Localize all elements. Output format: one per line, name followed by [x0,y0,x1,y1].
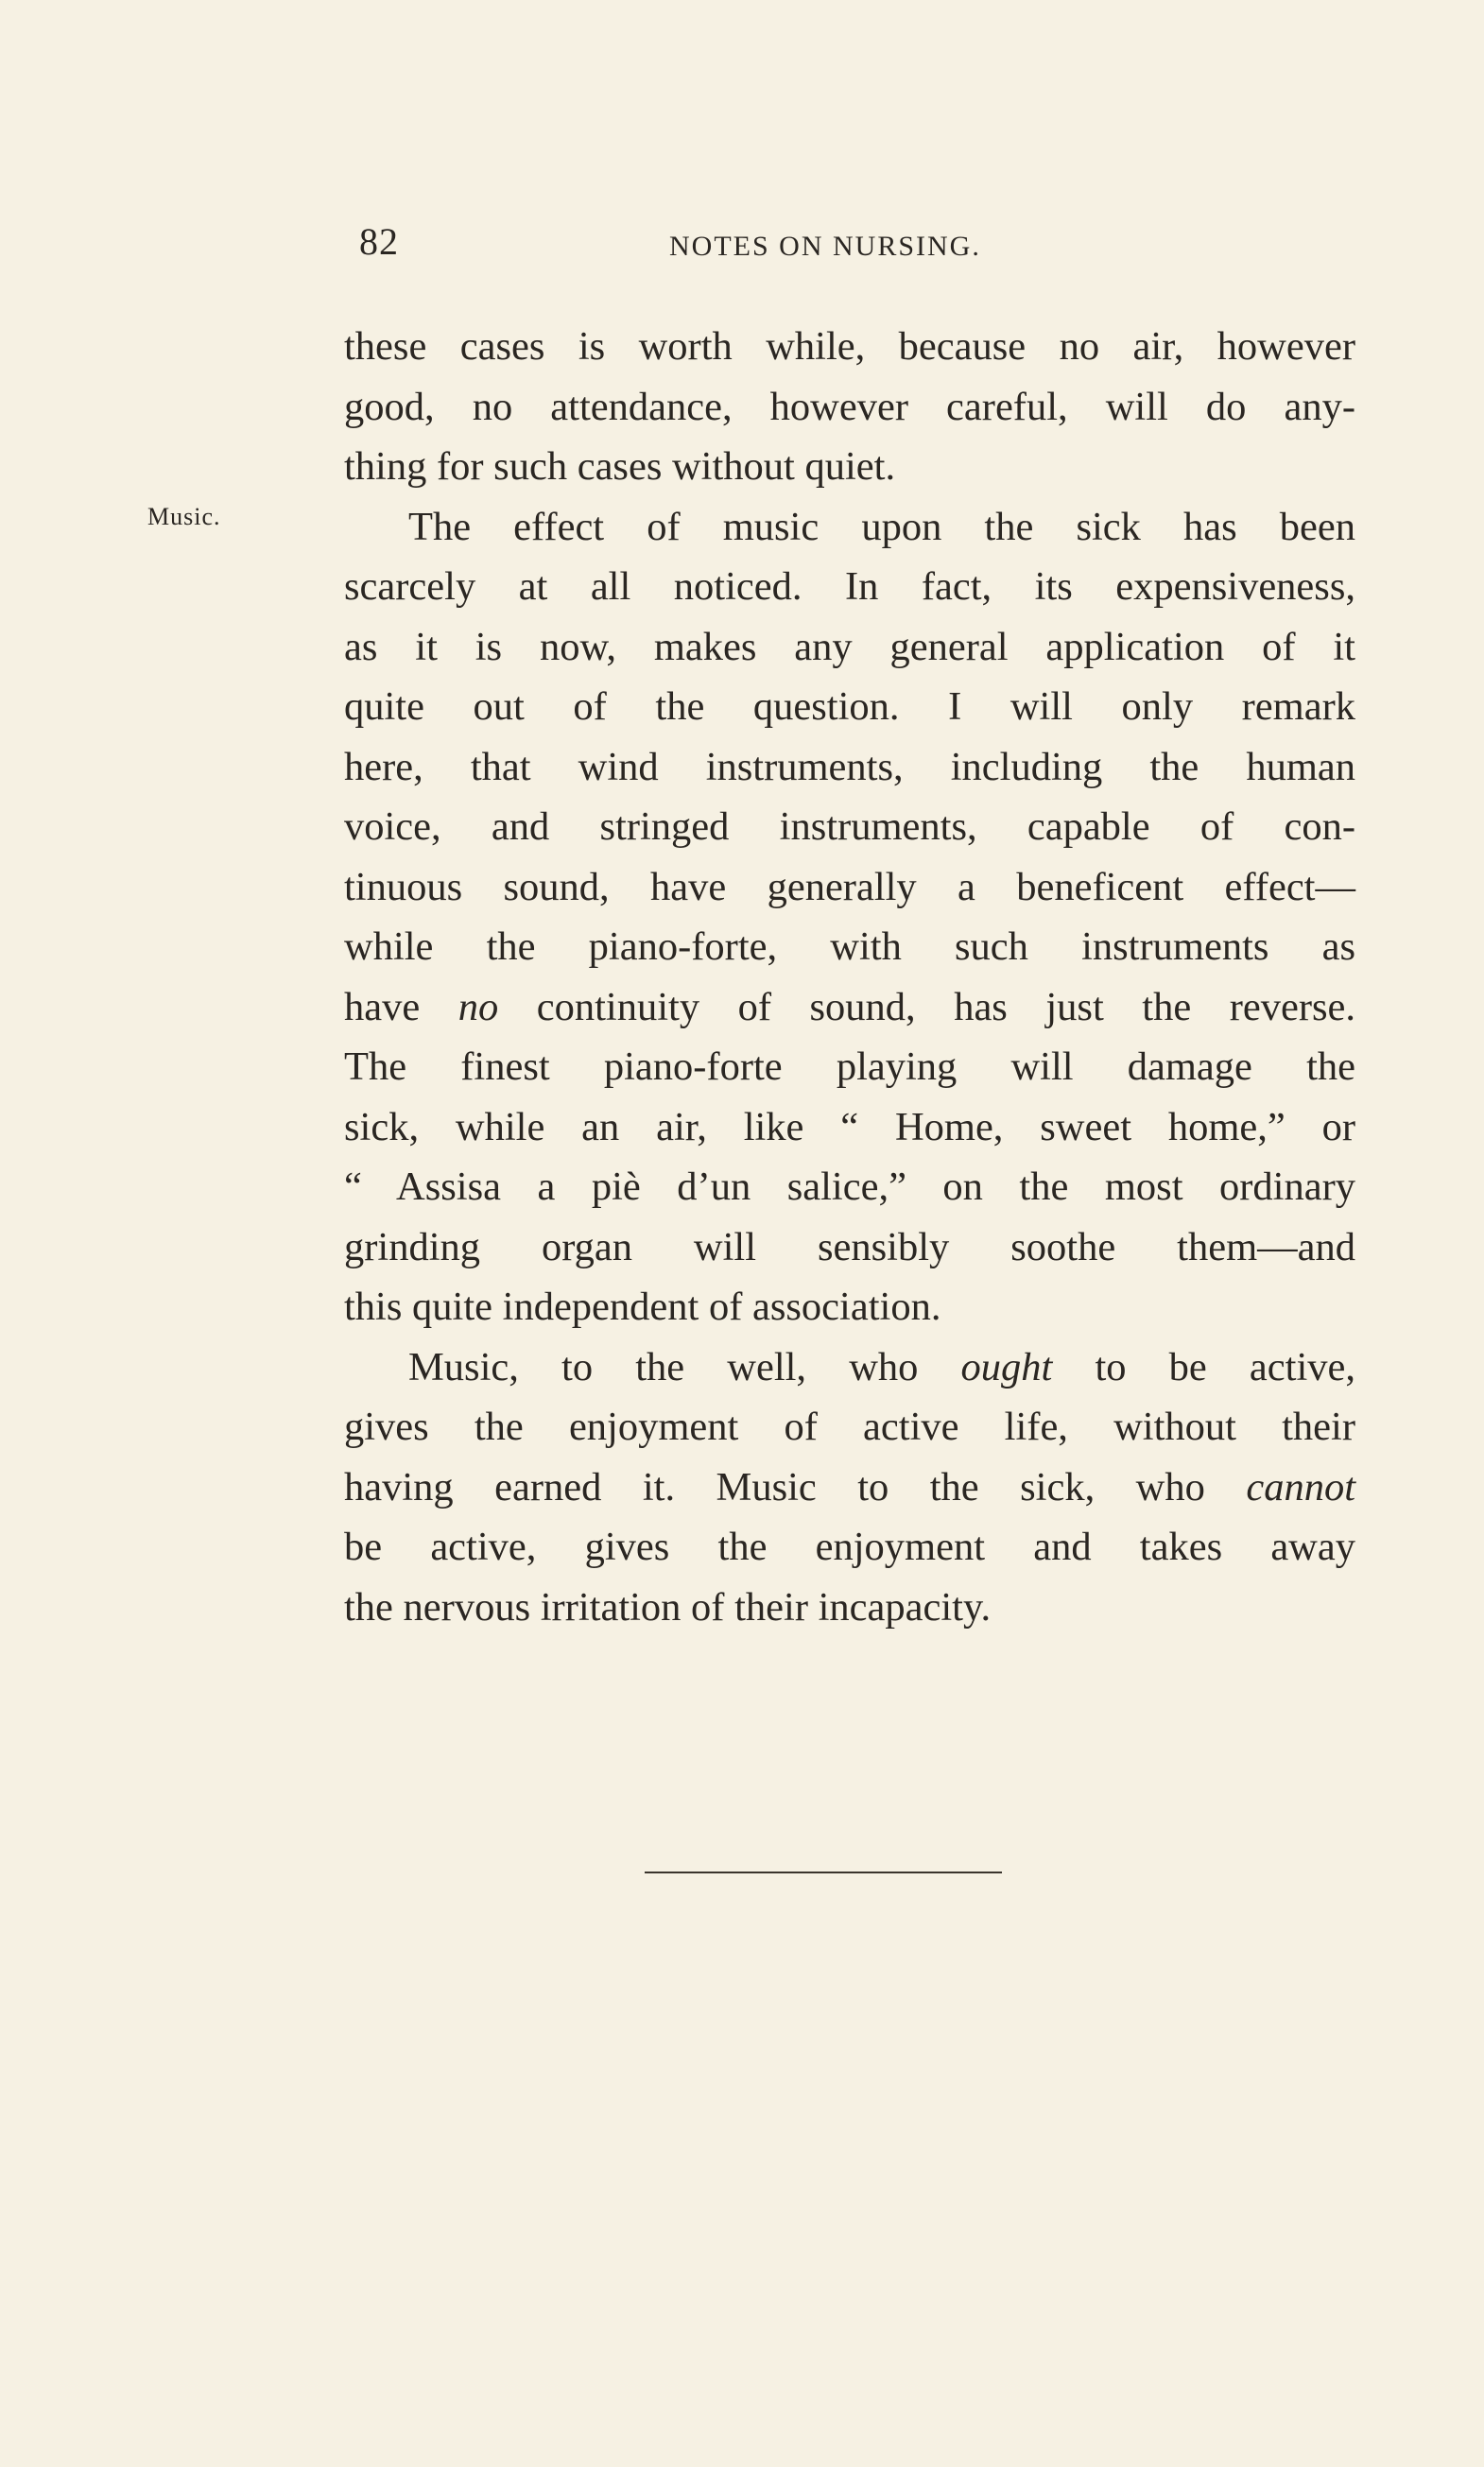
text-line: the nervous irritation of their incapacity. [344,1584,992,1630]
text-line: be active, gives the enjoyment and takes away [344,1525,1355,1569]
text-line: as it is now, makes any general application of it [344,624,1355,669]
text-line: good, no attendance, however careful, will do any- [344,384,1355,429]
text-line: here, that wind instruments, including the human [344,744,1355,789]
text-run: have [344,984,458,1029]
text-line: quite out of the question. I will only remark [344,684,1355,729]
text-line [344,1337,1355,1398]
text-run: to be active, [1052,1344,1356,1389]
body-text [344,317,1355,1637]
text-line: “ Assisa a piè d’un salice,” on the most ordinary [344,1164,1355,1209]
emphasis: cannot [1246,1464,1355,1510]
text-line [344,977,1355,1038]
text-line: these cases is worth while, because no air, however [344,324,1355,369]
running-head: NOTES ON NURSING. [669,231,981,262]
margin-note: Music. [147,503,221,530]
page-number: 82 [359,220,399,263]
text-line: gives the enjoyment of active life, without their [344,1405,1355,1449]
text-line: grinding organ will sensibly soothe them—and [344,1224,1355,1269]
text-run: Music, to the well, who [408,1344,961,1389]
text-line: voice, and stringed instruments, capable of con- [344,804,1355,849]
text-line: while the piano-forte, with such instruments as [344,924,1355,969]
text-line: this quite independent of association. [344,1285,941,1329]
text-line [344,1458,1355,1518]
text-line: The finest piano-forte playing will damage the [344,1044,1355,1089]
text-run: continuity of sound, has just the reverse. [498,984,1356,1029]
text-line: sick, while an air, like “ Home, sweet home,” or [344,1104,1355,1149]
text-line: thing for such cases without quiet. [344,444,896,489]
emphasis: ought [960,1344,1053,1389]
text-run: having earned it. Music to the sick, who [344,1464,1247,1510]
emphasis: no [457,984,499,1029]
section-divider [645,1872,1002,1873]
text-line: scarcely at all noticed. In fact, its expensiveness, [344,564,1355,609]
text-line: The effect of music upon the sick has been [408,504,1355,549]
text-line: tinuous sound, have generally a beneficent effect— [344,864,1355,909]
